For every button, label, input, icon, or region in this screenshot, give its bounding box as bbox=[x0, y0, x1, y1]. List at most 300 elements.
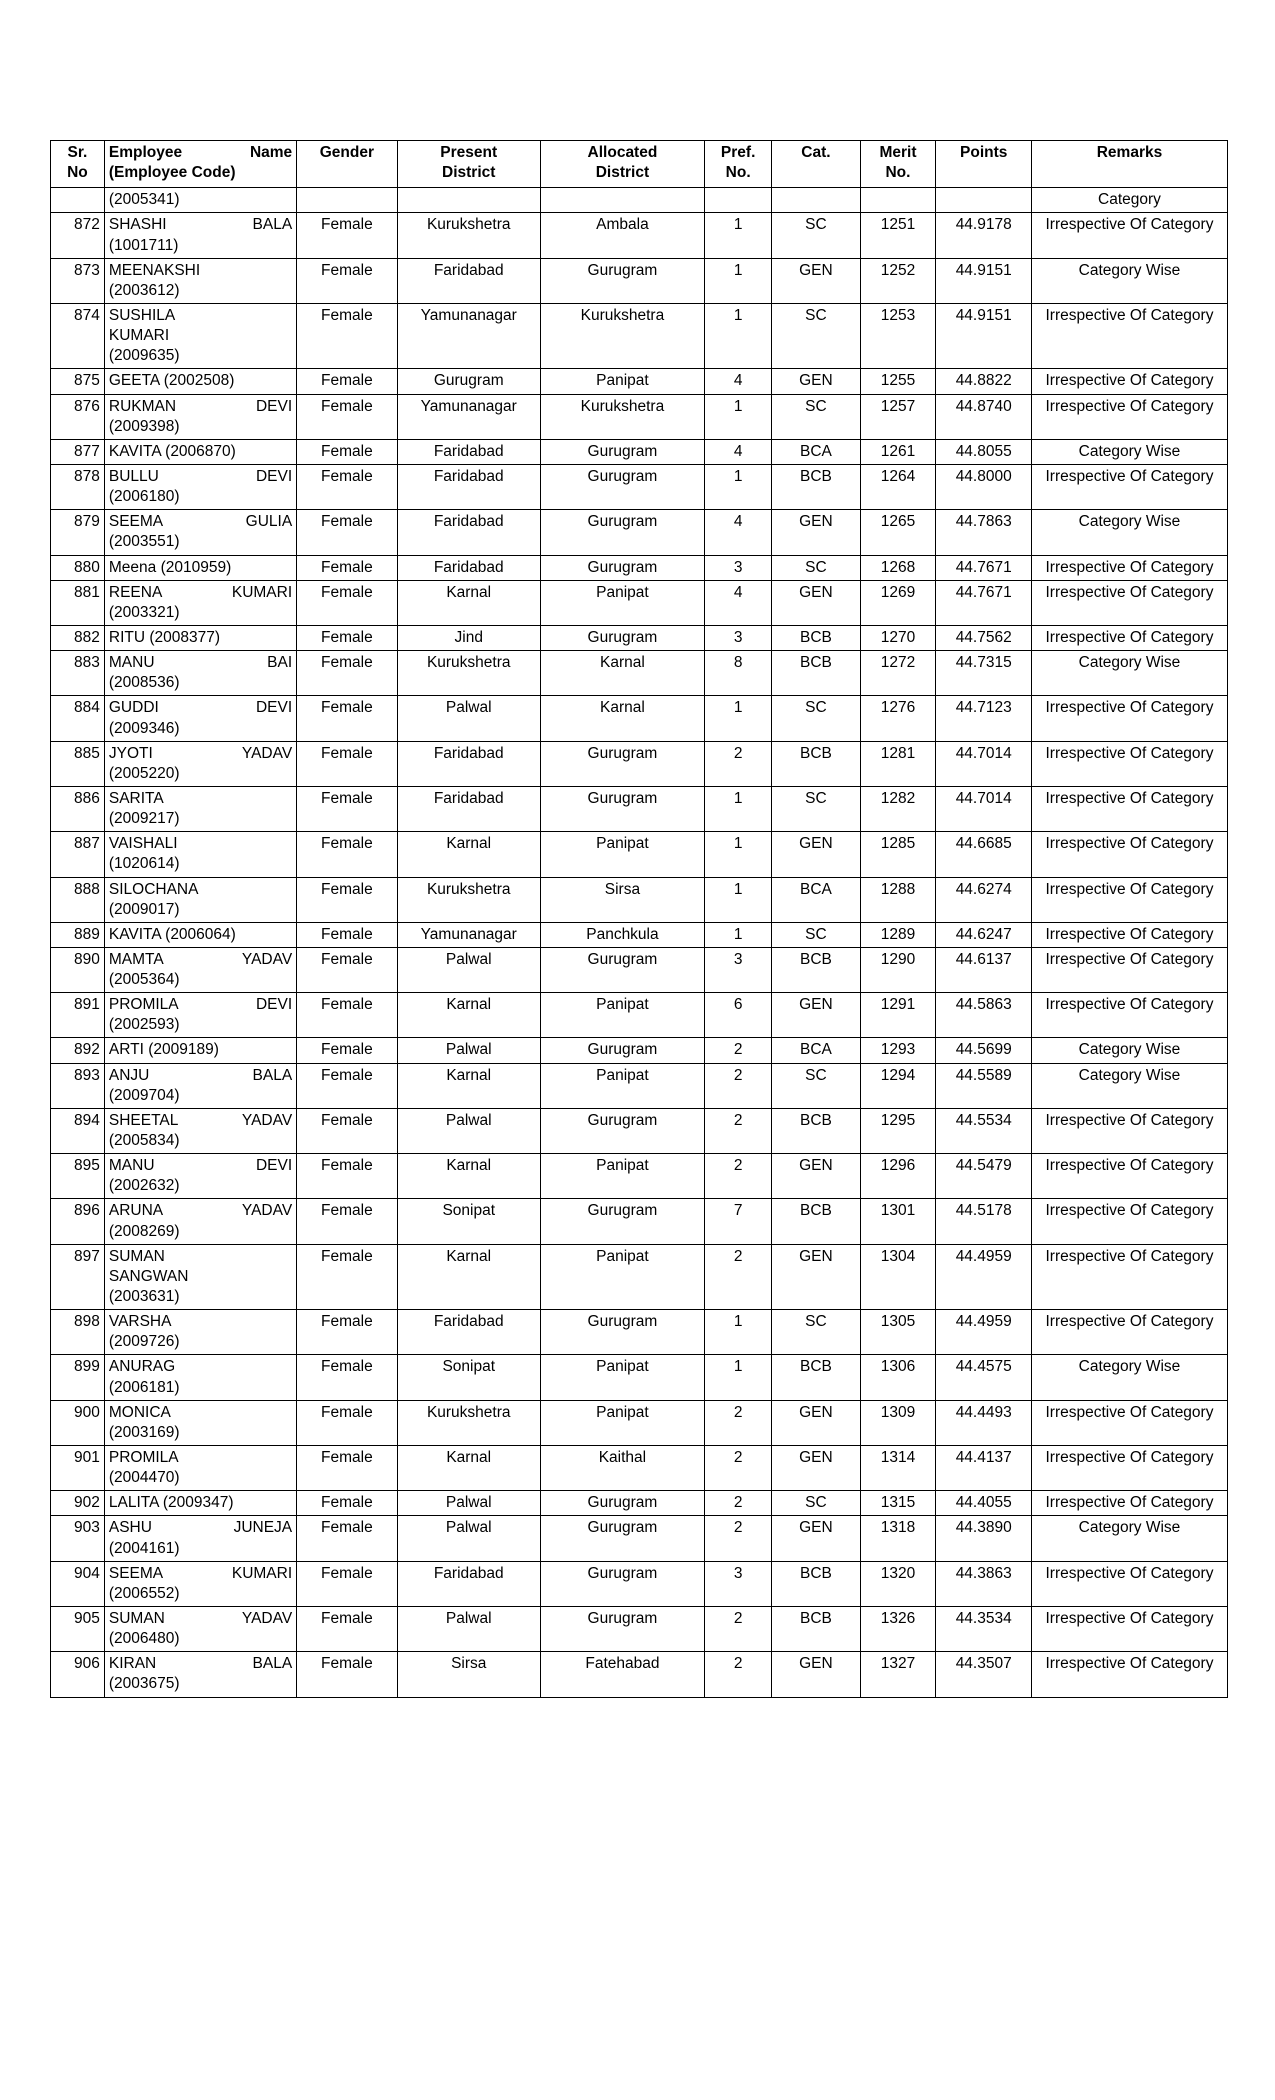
cell-present-district: Faridabad bbox=[397, 555, 540, 580]
cell-pref-no: 4 bbox=[704, 369, 771, 394]
cell-pref-no: 6 bbox=[704, 993, 771, 1038]
cell-sr-no: 877 bbox=[51, 439, 105, 464]
cell-sr-no: 884 bbox=[51, 696, 105, 741]
cell-pref-no: 1 bbox=[704, 258, 771, 303]
employee-name-part: KAVITA (2006064) bbox=[108, 925, 236, 943]
header-row bbox=[51, 141, 1228, 188]
cell-employee-name: JYOTI YADAV (2005220) bbox=[104, 741, 296, 786]
cell-points: 44.7863 bbox=[936, 510, 1032, 555]
header-line: Merit bbox=[879, 144, 917, 161]
employee-name-part: MEENAKSHI bbox=[108, 261, 201, 279]
cell-gender bbox=[297, 188, 397, 213]
employee-code: (2003169) bbox=[108, 1423, 180, 1441]
employee-name-part: KUMARI bbox=[231, 583, 293, 601]
table-row bbox=[51, 1607, 1228, 1652]
cell-present-district: Yamunanagar bbox=[397, 394, 540, 439]
cell-merit-no: 1268 bbox=[860, 555, 936, 580]
cell-merit-no: 1305 bbox=[860, 1310, 936, 1355]
cell-points: 44.9151 bbox=[936, 303, 1032, 368]
cell-employee-name: SEEMA GULIA (2003551) bbox=[104, 510, 296, 555]
cell-gender: Female bbox=[297, 625, 397, 650]
cell-pref-no: 1 bbox=[704, 303, 771, 368]
cell-remarks: Category Wise bbox=[1031, 258, 1227, 303]
cell-present-district: Faridabad bbox=[397, 1561, 540, 1606]
cell-employee-name: SUMAN YADAV (2006480) bbox=[104, 1607, 296, 1652]
table-row bbox=[51, 1561, 1228, 1606]
cell-points: 44.7014 bbox=[936, 741, 1032, 786]
header-line: Name bbox=[249, 144, 293, 161]
cell-merit-no: 1314 bbox=[860, 1446, 936, 1491]
cell-remarks: Irrespective Of Category bbox=[1031, 1244, 1227, 1309]
cell-present-district: Karnal bbox=[397, 1244, 540, 1309]
cell-sr-no: 891 bbox=[51, 993, 105, 1038]
table-row bbox=[51, 741, 1228, 786]
cell-remarks: Irrespective Of Category bbox=[1031, 625, 1227, 650]
cell-merit-no: 1272 bbox=[860, 651, 936, 696]
cell-gender: Female bbox=[297, 1561, 397, 1606]
cell-points: 44.7562 bbox=[936, 625, 1032, 650]
cell-merit-no: 1276 bbox=[860, 696, 936, 741]
cell-cat: BCB bbox=[772, 741, 860, 786]
cell-merit-no: 1301 bbox=[860, 1199, 936, 1244]
cell-remarks: Irrespective Of Category bbox=[1031, 1199, 1227, 1244]
cell-points: 44.3507 bbox=[936, 1652, 1032, 1697]
cell-merit-no: 1257 bbox=[860, 394, 936, 439]
cell-employee-name: BULLU DEVI (2006180) bbox=[104, 464, 296, 509]
cell-remarks: Irrespective Of Category bbox=[1031, 1108, 1227, 1153]
header-line: District bbox=[442, 164, 496, 182]
cell-employee-name bbox=[104, 303, 296, 368]
cell-employee-name bbox=[104, 786, 296, 831]
cell-allocated-district: Gurugram bbox=[540, 1199, 704, 1244]
cell-merit-no: 1252 bbox=[860, 258, 936, 303]
cell-gender: Female bbox=[297, 555, 397, 580]
cell-employee-name bbox=[104, 1355, 296, 1400]
cell-merit-no: 1315 bbox=[860, 1491, 936, 1516]
cell-employee-name: KIRAN BALA (2003675) bbox=[104, 1652, 296, 1697]
table-body bbox=[51, 188, 1228, 1697]
employee-name-part: MONICA bbox=[108, 1403, 171, 1421]
cell-cat: SC bbox=[772, 1491, 860, 1516]
cell-points: 44.4959 bbox=[936, 1310, 1032, 1355]
cell-merit-no bbox=[860, 188, 936, 213]
column-header-cat: Cat. bbox=[772, 141, 860, 188]
employee-code: (2003551) bbox=[108, 533, 180, 551]
cell-employee-name: SHEETAL YADAV (2005834) bbox=[104, 1108, 296, 1153]
cell-sr-no: 880 bbox=[51, 555, 105, 580]
cell-remarks: Irrespective Of Category bbox=[1031, 1491, 1227, 1516]
cell-employee-name: REENA KUMARI (2003321) bbox=[104, 580, 296, 625]
cell-employee-name bbox=[104, 1491, 296, 1516]
cell-sr-no: 887 bbox=[51, 832, 105, 877]
cell-gender: Female bbox=[297, 696, 397, 741]
column-header-allocated-district bbox=[540, 141, 704, 188]
cell-gender: Female bbox=[297, 1607, 397, 1652]
cell-remarks: Irrespective Of Category bbox=[1031, 1607, 1227, 1652]
cell-present-district: Gurugram bbox=[397, 369, 540, 394]
cell-present-district: Palwal bbox=[397, 947, 540, 992]
cell-cat: BCB bbox=[772, 625, 860, 650]
cell-remarks: Irrespective Of Category bbox=[1031, 580, 1227, 625]
cell-cat: GEN bbox=[772, 1400, 860, 1445]
cell-sr-no: 889 bbox=[51, 922, 105, 947]
employee-name-part: RITU (2008377) bbox=[108, 628, 221, 646]
cell-employee-name: ANJU BALA (2009704) bbox=[104, 1063, 296, 1108]
cell-remarks: Category Wise bbox=[1031, 1355, 1227, 1400]
cell-cat: BCB bbox=[772, 651, 860, 696]
employee-code: (2008536) bbox=[108, 674, 180, 692]
cell-pref-no: 1 bbox=[704, 922, 771, 947]
cell-cat: SC bbox=[772, 922, 860, 947]
employee-code: (2005364) bbox=[108, 971, 180, 989]
cell-points: 44.8000 bbox=[936, 464, 1032, 509]
cell-gender: Female bbox=[297, 651, 397, 696]
cell-pref-no: 1 bbox=[704, 877, 771, 922]
employee-name-part: SARITA bbox=[108, 789, 164, 807]
employee-name-part: SUMAN bbox=[108, 1247, 165, 1265]
cell-present-district: Faridabad bbox=[397, 258, 540, 303]
cell-points: 44.5178 bbox=[936, 1199, 1032, 1244]
employee-name-part: YADAV bbox=[241, 744, 293, 762]
cell-cat: SC bbox=[772, 394, 860, 439]
cell-employee-name: MAMTA YADAV (2005364) bbox=[104, 947, 296, 992]
employee-code: (1020614) bbox=[108, 855, 180, 873]
header-line: No. bbox=[885, 164, 911, 182]
cell-remarks: Irrespective Of Category bbox=[1031, 786, 1227, 831]
cell-points: 44.7014 bbox=[936, 786, 1032, 831]
table-row bbox=[51, 625, 1228, 650]
cell-remarks: Irrespective Of Category bbox=[1031, 993, 1227, 1038]
cell-cat: BCB bbox=[772, 1607, 860, 1652]
cell-cat: SC bbox=[772, 696, 860, 741]
employee-code: (2003631) bbox=[108, 1288, 180, 1306]
employee-name-part: ANURAG bbox=[108, 1358, 176, 1376]
header-line: District bbox=[595, 164, 650, 182]
cell-employee-name bbox=[104, 1446, 296, 1491]
cell-employee-name: ARUNA YADAV (2008269) bbox=[104, 1199, 296, 1244]
table-row bbox=[51, 1446, 1228, 1491]
cell-pref-no: 2 bbox=[704, 1516, 771, 1561]
cell-present-district: Faridabad bbox=[397, 1310, 540, 1355]
cell-pref-no: 1 bbox=[704, 464, 771, 509]
employee-name-part: VARSHA bbox=[108, 1313, 172, 1331]
cell-allocated-district: Gurugram bbox=[540, 1516, 704, 1561]
cell-gender: Female bbox=[297, 1446, 397, 1491]
header-line: Employee bbox=[108, 144, 183, 161]
cell-allocated-district: Gurugram bbox=[540, 258, 704, 303]
cell-pref-no: 2 bbox=[704, 1108, 771, 1153]
cell-remarks: Category Wise bbox=[1031, 1063, 1227, 1108]
allocation-merit-table bbox=[50, 140, 1228, 1698]
table-row bbox=[51, 651, 1228, 696]
cell-cat bbox=[772, 188, 860, 213]
table-row bbox=[51, 1652, 1228, 1697]
cell-employee-name bbox=[104, 369, 296, 394]
cell-allocated-district: Gurugram bbox=[540, 625, 704, 650]
table-row-continuation bbox=[51, 188, 1228, 213]
header-line: Sr. bbox=[67, 144, 88, 161]
cell-points: 44.4055 bbox=[936, 1491, 1032, 1516]
cell-present-district: Yamunanagar bbox=[397, 303, 540, 368]
cell-remarks: Irrespective Of Category bbox=[1031, 741, 1227, 786]
cell-allocated-district: Gurugram bbox=[540, 786, 704, 831]
cell-employee-name bbox=[104, 1310, 296, 1355]
cell-allocated-district: Panipat bbox=[540, 832, 704, 877]
cell-points: 44.5479 bbox=[936, 1154, 1032, 1199]
cell-gender: Female bbox=[297, 947, 397, 992]
cell-sr-no: 885 bbox=[51, 741, 105, 786]
cell-allocated-district: Gurugram bbox=[540, 510, 704, 555]
cell-gender: Female bbox=[297, 213, 397, 258]
cell-pref-no: 4 bbox=[704, 439, 771, 464]
cell-sr-no: 890 bbox=[51, 947, 105, 992]
cell-pref-no: 3 bbox=[704, 947, 771, 992]
cell-present-district: Faridabad bbox=[397, 464, 540, 509]
cell-merit-no: 1318 bbox=[860, 1516, 936, 1561]
cell-present-district: Sonipat bbox=[397, 1199, 540, 1244]
cell-present-district: Kurukshetra bbox=[397, 1400, 540, 1445]
table-row bbox=[51, 1244, 1228, 1309]
cell-remarks: Irrespective Of Category bbox=[1031, 464, 1227, 509]
cell-cat: GEN bbox=[772, 1154, 860, 1199]
cell-cat: GEN bbox=[772, 1446, 860, 1491]
cell-points: 44.3863 bbox=[936, 1561, 1032, 1606]
cell-pref-no: 3 bbox=[704, 625, 771, 650]
cell-merit-no: 1255 bbox=[860, 369, 936, 394]
cell-allocated-district: Kaithal bbox=[540, 1446, 704, 1491]
cell-cat: BCB bbox=[772, 464, 860, 509]
header-line: No bbox=[67, 164, 88, 182]
cell-sr-no: 900 bbox=[51, 1400, 105, 1445]
employee-code: (2003612) bbox=[108, 281, 180, 299]
cell-cat: SC bbox=[772, 786, 860, 831]
cell-pref-no: 1 bbox=[704, 1355, 771, 1400]
cell-present-district bbox=[397, 188, 540, 213]
cell-points: 44.6274 bbox=[936, 877, 1032, 922]
cell-remarks: Category Wise bbox=[1031, 1516, 1227, 1561]
cell-allocated-district: Ambala bbox=[540, 213, 704, 258]
cell-merit-no: 1309 bbox=[860, 1400, 936, 1445]
table-row bbox=[51, 993, 1228, 1038]
cell-gender: Female bbox=[297, 1038, 397, 1063]
cell-allocated-district: Karnal bbox=[540, 696, 704, 741]
cell-employee-name bbox=[104, 1038, 296, 1063]
cell-cat: SC bbox=[772, 213, 860, 258]
cell-merit-no: 1282 bbox=[860, 786, 936, 831]
table-row bbox=[51, 1400, 1228, 1445]
cell-remarks: Irrespective Of Category bbox=[1031, 947, 1227, 992]
cell-sr-no: 878 bbox=[51, 464, 105, 509]
cell-employee-name: MANU BAI (2008536) bbox=[104, 651, 296, 696]
table-row bbox=[51, 1038, 1228, 1063]
cell-points: 44.7315 bbox=[936, 651, 1032, 696]
cell-merit-no: 1265 bbox=[860, 510, 936, 555]
table-row bbox=[51, 369, 1228, 394]
cell-points: 44.6137 bbox=[936, 947, 1032, 992]
cell-points: 44.6685 bbox=[936, 832, 1032, 877]
cell-present-district: Palwal bbox=[397, 1108, 540, 1153]
employee-code: (2002632) bbox=[108, 1177, 180, 1195]
cell-gender: Female bbox=[297, 394, 397, 439]
cell-merit-no: 1290 bbox=[860, 947, 936, 992]
cell-merit-no: 1293 bbox=[860, 1038, 936, 1063]
cell-gender: Female bbox=[297, 369, 397, 394]
cell-remarks: Category Wise bbox=[1031, 651, 1227, 696]
table-header bbox=[51, 141, 1228, 188]
cell-remarks: Irrespective Of Category bbox=[1031, 394, 1227, 439]
employee-name-part: DEVI bbox=[255, 467, 293, 485]
cell-allocated-district: Panipat bbox=[540, 993, 704, 1038]
cell-sr-no: 895 bbox=[51, 1154, 105, 1199]
table-row bbox=[51, 1355, 1228, 1400]
cell-sr-no: 888 bbox=[51, 877, 105, 922]
cell-points: 44.7671 bbox=[936, 555, 1032, 580]
cell-employee-name bbox=[104, 922, 296, 947]
cell-allocated-district: Gurugram bbox=[540, 1607, 704, 1652]
cell-gender: Female bbox=[297, 1063, 397, 1108]
cell-gender: Female bbox=[297, 741, 397, 786]
cell-merit-no: 1285 bbox=[860, 832, 936, 877]
table-row bbox=[51, 947, 1228, 992]
cell-cat: GEN bbox=[772, 993, 860, 1038]
cell-employee-name bbox=[104, 625, 296, 650]
cell-merit-no: 1294 bbox=[860, 1063, 936, 1108]
cell-merit-no: 1270 bbox=[860, 625, 936, 650]
cell-sr-no: 892 bbox=[51, 1038, 105, 1063]
table-row bbox=[51, 1108, 1228, 1153]
cell-sr-no: 902 bbox=[51, 1491, 105, 1516]
table-row bbox=[51, 832, 1228, 877]
cell-points: 44.5863 bbox=[936, 993, 1032, 1038]
employee-code: (2004161) bbox=[108, 1539, 180, 1557]
cell-employee-name: SHASHI BALA (1001711) bbox=[104, 213, 296, 258]
cell-sr-no: 882 bbox=[51, 625, 105, 650]
cell-remarks: Irrespective Of Category bbox=[1031, 369, 1227, 394]
cell-present-district: Palwal bbox=[397, 696, 540, 741]
employee-name-part: KUMARI bbox=[108, 327, 170, 345]
cell-gender: Female bbox=[297, 439, 397, 464]
cell-merit-no: 1291 bbox=[860, 993, 936, 1038]
cell-cat: GEN bbox=[772, 258, 860, 303]
cell-merit-no: 1289 bbox=[860, 922, 936, 947]
cell-merit-no: 1327 bbox=[860, 1652, 936, 1697]
table-row bbox=[51, 580, 1228, 625]
cell-allocated-district: Gurugram bbox=[540, 1038, 704, 1063]
cell-points: 44.4137 bbox=[936, 1446, 1032, 1491]
cell-cat: SC bbox=[772, 303, 860, 368]
employee-name-part: Meena (2010959) bbox=[108, 558, 232, 576]
cell-pref-no: 3 bbox=[704, 555, 771, 580]
cell-allocated-district: Gurugram bbox=[540, 741, 704, 786]
cell-allocated-district: Panipat bbox=[540, 580, 704, 625]
cell-gender: Female bbox=[297, 1400, 397, 1445]
cell-gender: Female bbox=[297, 1491, 397, 1516]
employee-name-part: BALA bbox=[252, 1066, 293, 1084]
cell-merit-no: 1269 bbox=[860, 580, 936, 625]
cell-remarks: Irrespective Of Category bbox=[1031, 696, 1227, 741]
cell-allocated-district: Kurukshetra bbox=[540, 394, 704, 439]
cell-cat: BCA bbox=[772, 1038, 860, 1063]
employee-name-part: DEVI bbox=[255, 996, 293, 1014]
employee-name-part: SILOCHANA bbox=[108, 880, 199, 898]
cell-present-district: Faridabad bbox=[397, 786, 540, 831]
table-row bbox=[51, 1516, 1228, 1561]
column-header-employee-name bbox=[104, 141, 296, 188]
column-header-pref-no bbox=[704, 141, 771, 188]
cell-allocated-district: Panipat bbox=[540, 1244, 704, 1309]
cell-allocated-district: Panipat bbox=[540, 1355, 704, 1400]
column-header-remarks: Remarks bbox=[1031, 141, 1227, 188]
cell-allocated-district: Gurugram bbox=[540, 1310, 704, 1355]
cell-cat: GEN bbox=[772, 1244, 860, 1309]
cell-cat: BCB bbox=[772, 1561, 860, 1606]
cell-pref-no: 4 bbox=[704, 510, 771, 555]
cell-sr-no: 874 bbox=[51, 303, 105, 368]
cell-merit-no: 1326 bbox=[860, 1607, 936, 1652]
employee-name-part: SUSHILA bbox=[108, 306, 176, 324]
cell-merit-no: 1304 bbox=[860, 1244, 936, 1309]
cell-sr-no: 905 bbox=[51, 1607, 105, 1652]
cell-gender: Female bbox=[297, 510, 397, 555]
cell-remarks: Irrespective Of Category bbox=[1031, 1154, 1227, 1199]
cell-cat: BCA bbox=[772, 439, 860, 464]
cell-remarks: Irrespective Of Category bbox=[1031, 555, 1227, 580]
cell-pref-no: 2 bbox=[704, 1063, 771, 1108]
cell-points: 44.4575 bbox=[936, 1355, 1032, 1400]
cell-points: 44.4959 bbox=[936, 1244, 1032, 1309]
table-row bbox=[51, 1154, 1228, 1199]
cell-employee-name bbox=[104, 258, 296, 303]
cell-sr-no bbox=[51, 188, 105, 213]
cell-allocated-district: Panchkula bbox=[540, 922, 704, 947]
cell-employee-name bbox=[104, 1244, 296, 1309]
cell-pref-no: 7 bbox=[704, 1199, 771, 1244]
cell-present-district: Kurukshetra bbox=[397, 877, 540, 922]
cell-gender: Female bbox=[297, 832, 397, 877]
cell-employee-name: MANU DEVI (2002632) bbox=[104, 1154, 296, 1199]
cell-sr-no: 876 bbox=[51, 394, 105, 439]
cell-remarks: Irrespective Of Category bbox=[1031, 1446, 1227, 1491]
cell-remarks: Irrespective Of Category bbox=[1031, 1310, 1227, 1355]
cell-pref-no: 1 bbox=[704, 832, 771, 877]
employee-code: (2009726) bbox=[108, 1333, 180, 1351]
cell-sr-no: 898 bbox=[51, 1310, 105, 1355]
employee-code: (2009398) bbox=[108, 417, 180, 435]
cell-pref-no: 2 bbox=[704, 1446, 771, 1491]
cell-sr-no: 879 bbox=[51, 510, 105, 555]
cell-sr-no: 899 bbox=[51, 1355, 105, 1400]
cell-present-district: Palwal bbox=[397, 1607, 540, 1652]
employee-code: (2005834) bbox=[108, 1132, 180, 1150]
cell-employee-name: RUKMAN DEVI (2009398) bbox=[104, 394, 296, 439]
cell-present-district: Karnal bbox=[397, 1154, 540, 1199]
cell-allocated-district: Gurugram bbox=[540, 1561, 704, 1606]
cell-pref-no: 1 bbox=[704, 786, 771, 831]
cell-sr-no: 901 bbox=[51, 1446, 105, 1491]
cell-cat: BCB bbox=[772, 947, 860, 992]
cell-cat: BCB bbox=[772, 1108, 860, 1153]
cell-cat: SC bbox=[772, 1063, 860, 1108]
cell-allocated-district: Sirsa bbox=[540, 877, 704, 922]
cell-merit-no: 1295 bbox=[860, 1108, 936, 1153]
cell-cat: SC bbox=[772, 555, 860, 580]
cell-pref-no: 1 bbox=[704, 213, 771, 258]
cell-points: 44.9178 bbox=[936, 213, 1032, 258]
cell-allocated-district: Gurugram bbox=[540, 439, 704, 464]
cell-gender: Female bbox=[297, 922, 397, 947]
employee-code: (2006480) bbox=[108, 1630, 180, 1648]
cell-pref-no: 2 bbox=[704, 1244, 771, 1309]
